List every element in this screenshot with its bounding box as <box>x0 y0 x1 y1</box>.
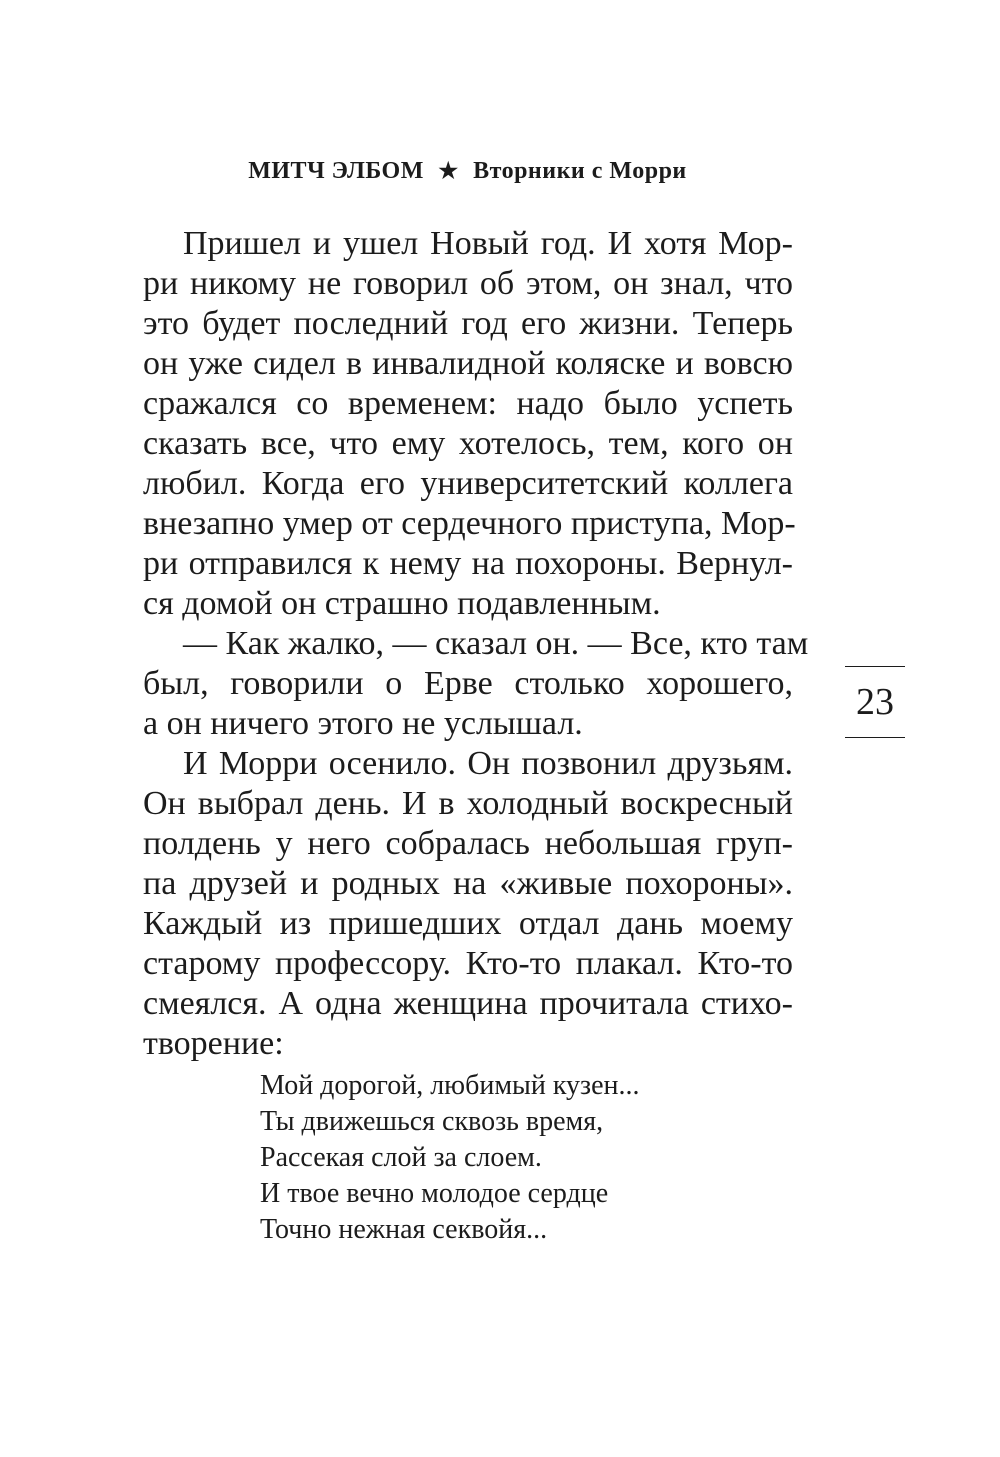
text-line: И Морри осенило. Он позвонил друзьям. <box>183 745 793 782</box>
running-head <box>0 158 935 185</box>
text-line: — Как жалко, — сказал он. — Все, кто там <box>183 625 809 662</box>
poem-line: Мой дорогой, любимый кузен... <box>260 1070 640 1101</box>
running-head-title: Вторники с Морри <box>473 158 687 184</box>
text-line: был, говорили о Ерве столько хорошего, <box>143 665 793 702</box>
text-line: творение: <box>143 1025 284 1062</box>
text-line: полдень у него собралась небольшая груп- <box>143 825 793 862</box>
page-number-bottom-rule <box>845 737 905 738</box>
text-line: ри отправился к нему на похороны. Вернул- <box>143 545 793 582</box>
text-line: ся домой он страшно подавленным. <box>143 585 661 622</box>
poem-line: Ты движешься сквозь время, <box>260 1106 604 1137</box>
text-line: он уже сидел в инвалидной коляске и вовсю <box>143 345 793 382</box>
text-line: любил. Когда его университетский коллега <box>143 465 793 502</box>
text-line: па друзей и родных на «живые похороны». <box>143 865 793 902</box>
page-number: 23 <box>856 681 894 723</box>
text-line: это будет последний год его жизни. Теперь <box>143 305 793 342</box>
text-line: смеялся. А одна женщина прочитала стихо- <box>143 985 793 1022</box>
poem-line: Рассекая слой за слоем. <box>260 1142 542 1173</box>
text-line: ри никому не говорил об этом, он знал, что <box>143 265 793 302</box>
text-line: сражался со временем: надо было успеть <box>143 385 793 422</box>
text-line: Каждый из пришедших отдал дань моему <box>143 905 793 942</box>
poem <box>260 1068 780 1248</box>
text-line: Пришел и ушел Новый год. И хотя Мор- <box>183 225 793 262</box>
poem-line: Точно нежная секвойя... <box>260 1214 548 1245</box>
poem-line: И твое вечно молодое сердце <box>260 1178 609 1209</box>
text-line: внезапно умер от сердечного приступа, Мор- <box>143 505 796 542</box>
body-text <box>143 224 809 1064</box>
text-line: сказать все, что ему хотелось, тем, кого он <box>143 425 793 462</box>
page-number-block <box>845 666 905 738</box>
running-head-author: МИТЧ ЭЛБОМ <box>248 158 424 184</box>
text-line: старому профессору. Кто-то плакал. Кто-то <box>143 945 793 982</box>
star-icon: ★ <box>438 158 459 183</box>
text-line: Он выбрал день. И в холодный воскресный <box>143 785 793 822</box>
text-line: а он ничего этого не услышал. <box>143 705 583 742</box>
